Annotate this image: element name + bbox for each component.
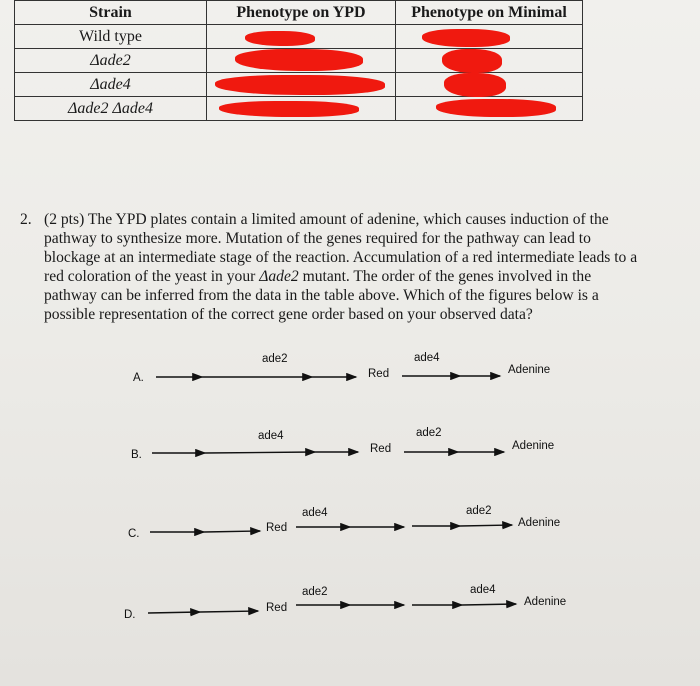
option-b-gene1: ade4 xyxy=(258,430,284,442)
option-b-intermediate: Red xyxy=(370,443,392,455)
table-header-ypd: Phenotype on YPD xyxy=(207,1,396,25)
option-d-intermediate: Red xyxy=(266,602,288,614)
option-b-gene2: ade2 xyxy=(416,427,442,439)
strain-label: Wild type xyxy=(79,27,142,45)
option-c-product: Adenine xyxy=(518,517,561,529)
option-a-letter: A. xyxy=(133,372,144,384)
option-a-intermediate: Red xyxy=(368,368,390,380)
strain-label: Δade4 xyxy=(90,75,131,93)
option-c-gene1: ade4 xyxy=(302,507,328,519)
table-header-strain: Strain xyxy=(15,1,207,25)
option-c-gene2: ade2 xyxy=(466,505,492,517)
option-a-product: Adenine xyxy=(508,364,551,376)
option-b-letter: B. xyxy=(131,449,142,461)
option-a-gene2: ade4 xyxy=(414,352,440,364)
option-d-gene1: ade2 xyxy=(302,586,328,598)
strain-label: Δade2 xyxy=(90,51,131,69)
option-a-gene1: ade2 xyxy=(262,353,288,365)
table-header-minimal: Phenotype on Minimal xyxy=(396,1,583,25)
option-c-diagram xyxy=(150,525,512,532)
question-text-part-2: mutant. The order of the genes involved in the pathway can be inferred from the data in the table above. Which of the figures below is a possible representation of the correct gene order based on your observed data? xyxy=(44,268,599,323)
option-a-diagram xyxy=(156,376,500,377)
strain-label: Δade2 Δade4 xyxy=(68,99,153,117)
option-d-letter: D. xyxy=(124,609,136,621)
question-text-part-1: (2 pts) The YPD plates contain a limited amount of adenine, which causes induction of the pathway to synthesize more. Mutation of the genes required for the pathway can lead to blockage at an intermediate stage of the reaction. Accumulation of a red intermediate leads to a red coloration of the yeast in your xyxy=(44,211,638,285)
option-c-letter: C. xyxy=(128,528,140,540)
option-b-diagram xyxy=(152,452,504,453)
option-b-product: Adenine xyxy=(512,440,555,452)
question-number: 2. xyxy=(20,211,32,228)
option-d-product: Adenine xyxy=(524,596,567,608)
mutant-name: Δade2 xyxy=(259,268,299,285)
option-c-intermediate: Red xyxy=(266,522,288,534)
option-d-diagram xyxy=(148,604,516,613)
option-d-gene2: ade4 xyxy=(470,584,496,596)
